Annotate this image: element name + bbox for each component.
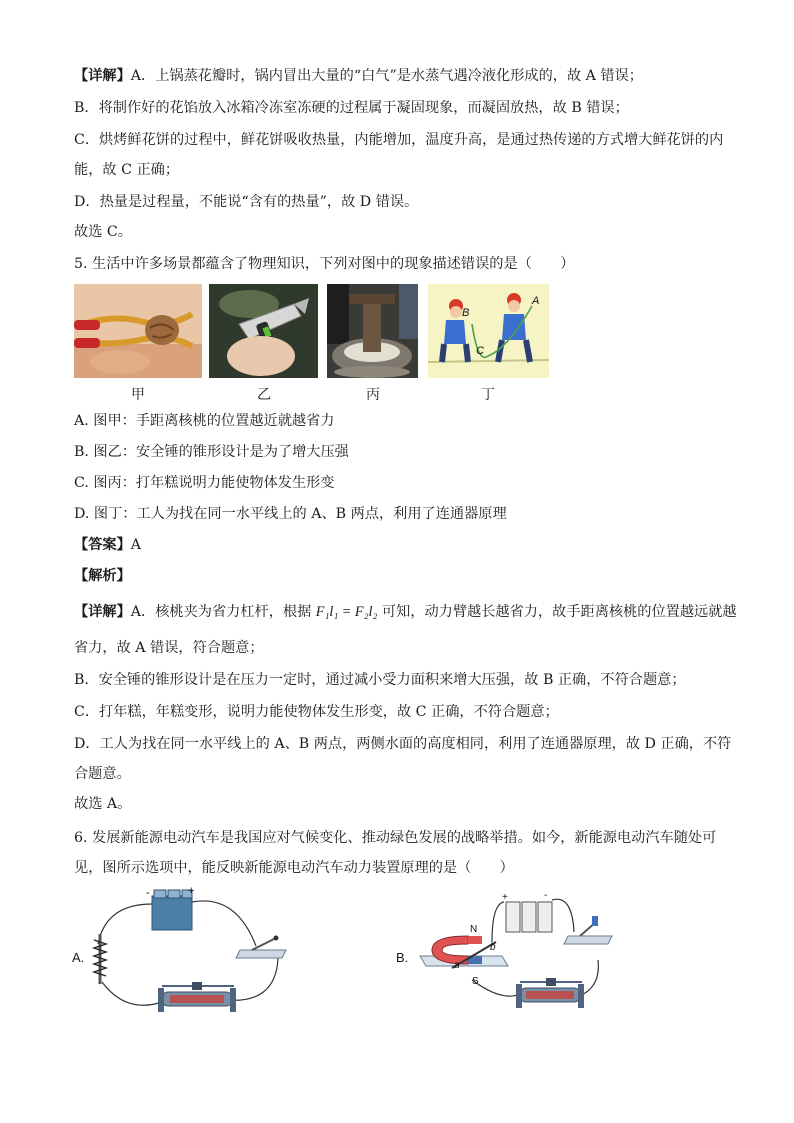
photo-jia-nutcracker xyxy=(74,284,202,378)
q6-option-b-label: B. xyxy=(396,950,409,965)
q6-option-a-circuit xyxy=(86,884,306,1024)
photo-ding-workers-level xyxy=(428,284,549,378)
fig-label-a: A xyxy=(532,295,540,307)
battery-icon xyxy=(506,902,552,932)
answer-tag: 【答案】 xyxy=(74,537,131,553)
caption-ding: 丁 xyxy=(481,387,495,403)
svg-text:-: - xyxy=(544,890,548,901)
detail-tag: 【详解】 xyxy=(74,68,131,84)
caption-bing: 丙 xyxy=(366,387,380,403)
q4-conclusion: 故选 C。 xyxy=(74,224,132,240)
q6-stem-line-2: 见，图所示选项中，能反映新能源电动汽车动力装置原理的是（ ） xyxy=(74,860,514,876)
svg-text:+: + xyxy=(502,892,508,903)
svg-text:N: N xyxy=(470,924,478,935)
q4-detail-line-1: 【详解】A．上锅蒸花瓣时，锅内冒出大量的“白气”是水蒸气遇冷液化形成的，故 A 错误； xyxy=(74,68,643,84)
battery-icon xyxy=(152,890,192,930)
q5-option-c: C. 图丙：打年糕说明力能使物体发生形变 xyxy=(74,475,335,491)
q5-answer: 【答案】A xyxy=(74,537,142,553)
electromagnet-coil-icon xyxy=(94,934,106,984)
rheostat-icon xyxy=(158,982,236,1012)
q5-detail-line-5: D．工人为找在同一水平线上的 A、B 两点，两侧水面的高度相同，利用了连通器原理，故 D 正确，不符 xyxy=(74,736,732,752)
caption-yi: 乙 xyxy=(257,387,271,403)
q5-option-d: D. 图丁：工人为找在同一水平线上的 A、B 两点，利用了连通器原理 xyxy=(74,506,507,522)
switch-icon xyxy=(564,916,612,944)
q5-detail-line-4: C．打年糕，年糕变形，说明力能使物体发生形变，故 C 正确，不符合题意； xyxy=(74,704,559,720)
caption-jia: 甲 xyxy=(131,387,145,403)
q5-option-a: A. 图甲：手距离核桃的位置越近就越省力 xyxy=(74,413,335,429)
q6-option-a-label: A. xyxy=(72,950,85,965)
photo-yi-safety-hammer xyxy=(209,284,318,378)
q5-detail-line-3: B．安全锤的锥形设计是在压力一定时，通过减小受力面积来增大压强，故 B 正确，不符合题意； xyxy=(74,672,686,688)
q5-conclusion: 故选 A。 xyxy=(74,796,132,812)
svg-text:a: a xyxy=(454,960,460,971)
fig-label-b: B xyxy=(462,307,470,319)
q5-analysis-tag: 【解析】 xyxy=(74,568,131,584)
q6-option-b-circuit xyxy=(412,884,632,1024)
switch-icon xyxy=(236,936,286,959)
svg-text:+: + xyxy=(188,885,195,897)
svg-text:S: S xyxy=(472,976,479,987)
q5-option-b: B. 图乙：安全锤的锥形设计是为了增大压强 xyxy=(74,444,349,460)
q4-detail-line-3: C．烘烤鲜花饼的过程中，鲜花饼吸收热量，内能增加，温度升高，是通过热传递的方式增大鲜花饼的内 xyxy=(74,132,724,148)
q6-stem-line-1: 6. 发展新能源电动汽车是我国应对气候变化、推动绿色发展的战略举措。如今，新能源电动汽车随处可 xyxy=(74,830,717,846)
q5-stem: 5. 生活中许多场景都蕴含了物理知识，下列对图中的现象描述错误的是（ ） xyxy=(74,256,575,272)
fig-label-c: C xyxy=(476,345,484,357)
q5-detail-line-2: 省力，故 A 错误，符合题意； xyxy=(74,640,264,656)
svg-text:b: b xyxy=(490,942,496,953)
q4-detail-line-4: 能，故 C 正确； xyxy=(74,162,180,178)
q5-detail-line-6: 合题意。 xyxy=(74,766,131,782)
detail-tag: 【详解】 xyxy=(74,604,131,620)
svg-text:-: - xyxy=(146,887,150,899)
lever-formula: F₁l₁ = F₂l₂ xyxy=(315,604,378,620)
q4-detail-line-5: D．热量是过程量，不能说“含有的热量”，故 D 错误。 xyxy=(74,194,419,210)
rheostat-icon xyxy=(516,978,584,1008)
photo-bing-rice-cake xyxy=(327,284,418,378)
q4-detail-line-2: B．将制作好的花馅放入冰箱冷冻室冻硬的过程属于凝固现象，而凝固放热，故 B 错误； xyxy=(74,100,629,116)
q5-detail-line-1: 【详解】A．核桃夹为省力杠杆，根据 F₁l₁ = F₂l₂ 可知，动力臂越长越省力，故手距离核桃的位置越远就越 xyxy=(74,604,737,620)
